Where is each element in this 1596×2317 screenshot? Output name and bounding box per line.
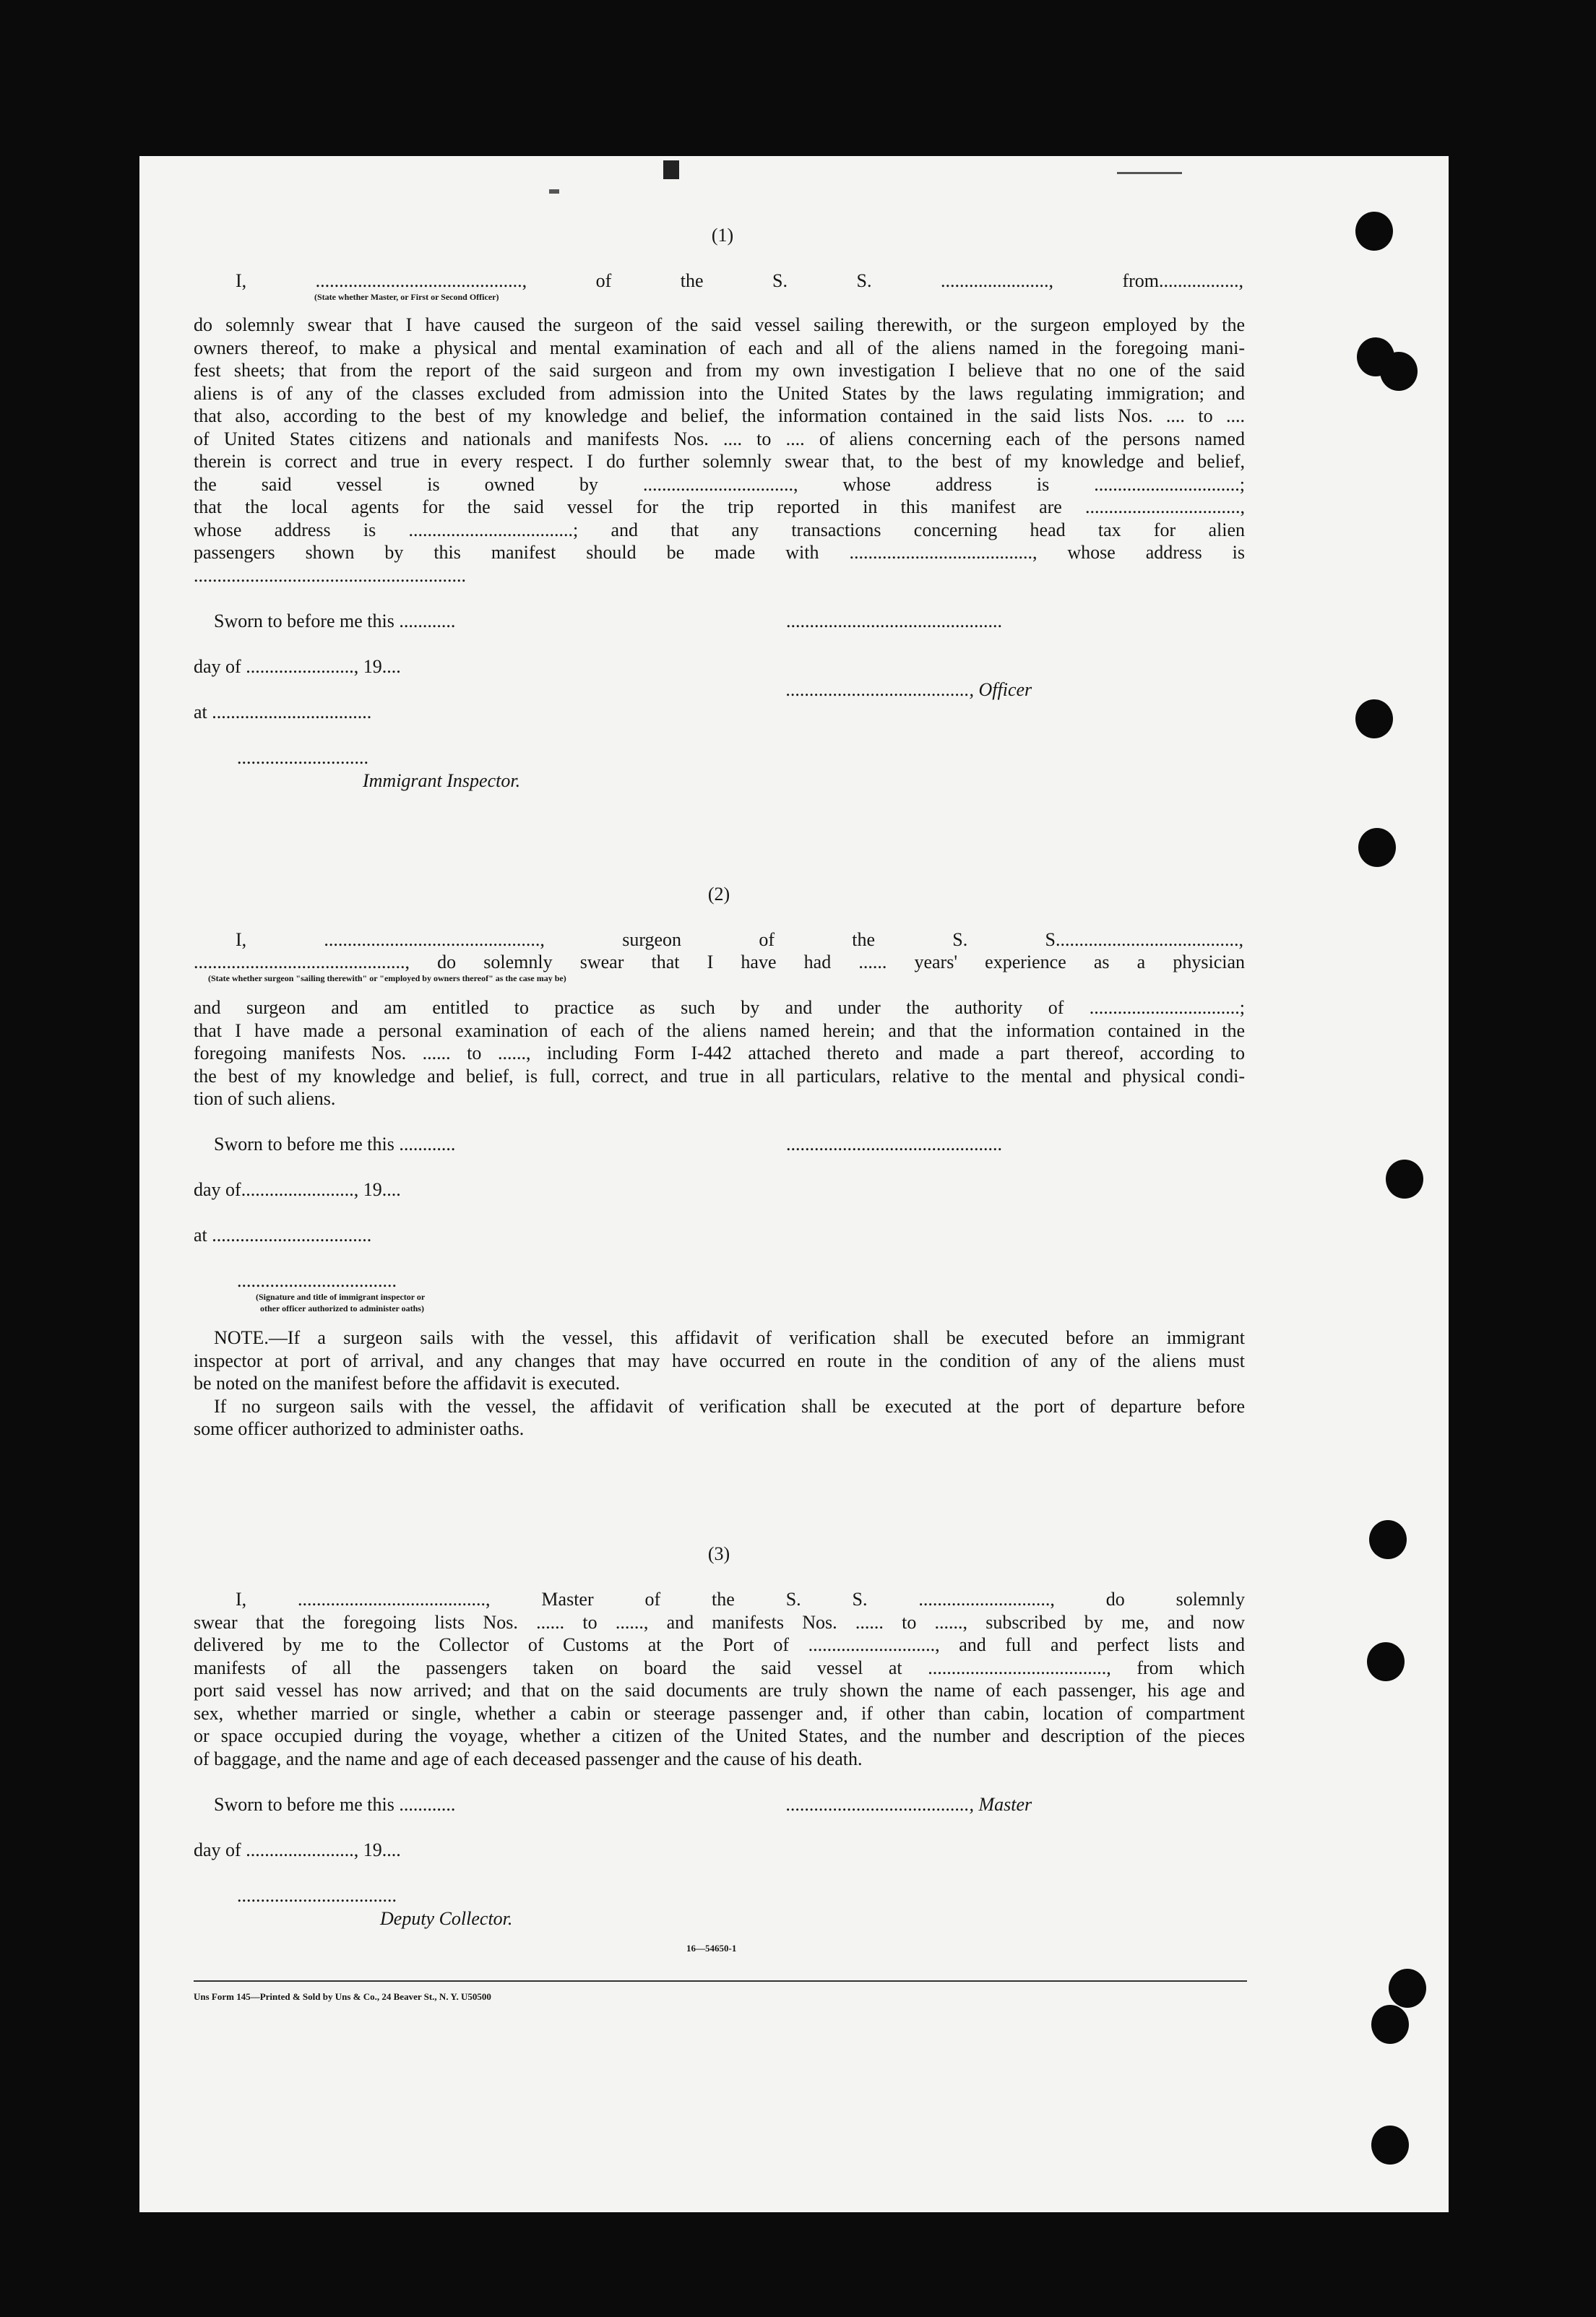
scan-mark	[663, 160, 679, 179]
para-line: therein is correct and true in every respect. I do further solemnly swear that, to the best of my knowledge and belief,	[194, 451, 1245, 472]
scan-mark	[549, 189, 559, 194]
master-signature-line: ......................................., Master	[786, 1794, 1032, 1815]
para-line: aliens is of any of the classes excluded from admission into the United States by the laws regulating immigration; and	[194, 383, 1245, 404]
note-last-line: be noted on the manifest before the affidavit is executed.	[194, 1373, 621, 1394]
para-line: whose address is ...................................; and that any transactions concerning head tax for alien	[194, 519, 1245, 540]
binder-hole	[1389, 1969, 1426, 2008]
at-line: at ..................................	[194, 702, 372, 722]
note-line: inspector at port of arrival, and any changes that may have occurred en route in the condition of any of the aliens must	[194, 1350, 1245, 1371]
para-line: owners thereof, to make a physical and mental examination of each and all of the aliens named in the foregoing mani-	[194, 337, 1245, 358]
form-code: 16—54650-1	[686, 1943, 737, 1954]
binder-hole	[1355, 212, 1393, 251]
para-line: foregoing manifests Nos. ...... to ......, including Form I-442 attached thereto and made a part thereof, according to	[194, 1043, 1245, 1063]
binder-hole	[1371, 2126, 1409, 2165]
surgeon-line: I, .............................................., surgeon of the S. S.......................................,	[236, 929, 1243, 950]
para-line: that also, according to the best of my knowledge and belief, the information contained in the said lists Nos. .... to ....	[194, 405, 1245, 426]
binder-hole	[1367, 1642, 1405, 1681]
para-line: sex, whether married or single, whether a cabin or steerage passenger and, if other than cabin, location of compartment	[194, 1703, 1245, 1724]
surgeon-line: ............................................., do solemnly swear that I have had ...... years' experience as a physician	[194, 952, 1245, 972]
officer-signature-line: ......................................., Officer	[786, 679, 1032, 700]
inspector-dots: ............................	[237, 747, 368, 768]
sworn-line: Sworn to before me this ............	[214, 1134, 456, 1155]
para-last-line: tion of such aliens.	[194, 1088, 336, 1109]
scan-mark	[1117, 172, 1182, 174]
sworn-line: Sworn to before me this ............	[214, 610, 456, 631]
signature-dots: ..................................	[237, 1270, 397, 1291]
at-line: at ..................................	[194, 1225, 372, 1246]
para-line: manifests of all the passengers taken on board the said vessel at ......................................, from which	[194, 1657, 1245, 1678]
para-line: the best of my knowledge and belief, is full, correct, and true in all particulars, relative to the mental and physical condi-	[194, 1066, 1245, 1087]
para-line: or space occupied during the voyage, whether a citizen of the United States, and the number and description of the pieces	[194, 1725, 1245, 1746]
para-line: passengers shown by this manifest should be made with ......................................., whose address is	[194, 542, 1245, 563]
para-last-line: of baggage, and the name and age of each deceased passenger and the cause of his death.	[194, 1748, 863, 1769]
para-line: that I have made a personal examination of each of the aliens named herein; and that the information contained in the	[194, 1020, 1245, 1041]
para-last-line: ..........................................................	[194, 565, 466, 586]
para-line: the said vessel is owned by ................................, whose address is ...............................;	[194, 474, 1245, 495]
para-line: do solemnly swear that I have caused the surgeon of the said vessel sailing therewith, or the surgeon employed by the	[194, 314, 1245, 335]
para-line: delivered by me to the Collector of Customs at the Port of ..........................., and full and perfect lists and	[194, 1634, 1245, 1655]
note-last-line: some officer authorized to administer oaths.	[194, 1418, 525, 1439]
note-line: If no surgeon sails with the vessel, the affidavit of verification shall be executed at the port of departure before	[214, 1396, 1245, 1417]
binder-hole	[1380, 352, 1418, 391]
printer-imprint: Uns Form 145—Printed & Sold by Uns & Co., 24 Beaver St., N. Y. U50500	[194, 1991, 491, 2002]
section-number: (1)	[711, 225, 734, 246]
officer-note: (State whether Master, or First or Second Officer)	[314, 292, 499, 302]
collector-label: Deputy Collector.	[380, 1908, 513, 1929]
para-line: swear that the foregoing lists Nos. ...... to ......, and manifests Nos. ...... to ......, subscribed by me, and now	[194, 1612, 1245, 1633]
section-number: (2)	[707, 884, 730, 905]
binder-hole	[1355, 699, 1393, 738]
binder-hole	[1371, 2005, 1409, 2044]
para-line: port said vessel has now arrived; and that on the said documents are truly shown the name of each passenger, his age and	[194, 1680, 1245, 1701]
collector-dots: ..................................	[237, 1885, 397, 1906]
signature-dots: ..............................................	[786, 1134, 1002, 1155]
day-line: day of........................, 19....	[194, 1179, 401, 1200]
footer-rule	[194, 1980, 1247, 1982]
binder-hole	[1369, 1520, 1407, 1559]
signature-dots: ..............................................	[786, 610, 1002, 631]
note-line: NOTE.—If a surgeon sails with the vessel, this affidavit of verification shall be executed before an immigrant	[214, 1327, 1245, 1348]
signature-note: other officer authorized to administer oaths)	[260, 1303, 424, 1313]
inspector-label: Immigrant Inspector.	[363, 770, 521, 791]
signature-note: (Signature and title of immigrant inspector or	[256, 1292, 426, 1302]
para-line: and surgeon and am entitled to practice as such by and under the authority of ................................;	[194, 997, 1245, 1018]
para-line: of United States citizens and nationals and manifests Nos. .... to .... of aliens concerning each of the persons named	[194, 428, 1245, 449]
day-line: day of ......................., 19....	[194, 656, 401, 677]
day-line: day of ......................., 19....	[194, 1839, 401, 1860]
sworn-line: Sworn to before me this ............	[214, 1794, 456, 1815]
para-line: fest sheets; that from the report of the said surgeon and from my own investigation I believe that no one of the said	[194, 360, 1245, 381]
surgeon-note: (State whether surgeon "sailing therewith" or "employed by owners thereof" as the case may be)	[208, 973, 566, 983]
officer-line: I, ............................................, of the S. S. ......................., from.................,	[236, 270, 1243, 291]
section-number: (3)	[707, 1543, 730, 1564]
binder-hole	[1386, 1160, 1423, 1199]
binder-hole	[1358, 828, 1396, 867]
para-line: that the local agents for the said vessel for the trip reported in this manifest are .................................,	[194, 496, 1245, 517]
para-line: I, ........................................, Master of the S. S. ............................, do solemnly	[236, 1589, 1245, 1610]
